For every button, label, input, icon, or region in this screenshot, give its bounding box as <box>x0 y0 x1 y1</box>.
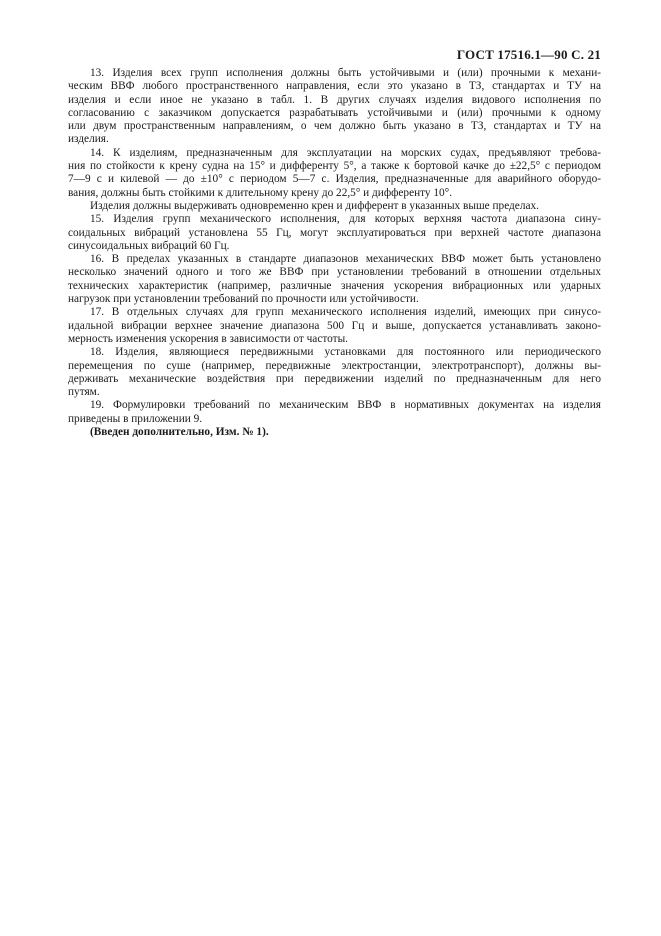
text-line: 13. Изделия всех групп исполнения должны быть устойчивыми и (или) прочными к механи- <box>90 67 601 79</box>
text-line: (Введен дополнительно, Изм. № 1). <box>90 426 269 439</box>
text-line: 18. Изделия, являющиеся передвижными установками для постоянного или периодического <box>90 346 601 359</box>
text-line: технических характеристик (например, различные значения ускорения вибрационных или ударных <box>68 279 601 292</box>
paragraph <box>68 200 601 213</box>
text-line: соидальных вибраций установлена 55 Гц, могут эксплуатироваться при верхней частоте диапазона <box>68 226 601 239</box>
paragraph <box>68 306 601 346</box>
text-line: держивать механические воздействия при передвижении изделий по предназначенным для него <box>68 372 601 385</box>
text-line: несколько значений одного и того же ВВФ при установлении требований в отношении отдельных <box>68 266 601 279</box>
text-line: ческим ВВФ любого пространственного направления, если это указано в ТЗ, стандартах и ТУ на <box>68 80 601 93</box>
text-line: Изделия должны выдерживать одновременно крен и дифферент в указанных выше пределах. <box>90 199 539 212</box>
paragraph <box>68 213 601 253</box>
text-line: 16. В пределах указанных в стандарте диапазонов механических ВВФ может быть установлено <box>90 253 601 266</box>
text-line: ния по стойкости к крену судна на 15° и дифференту 5°, а также к бортовой качке до ±22,5° с периодом <box>68 160 601 173</box>
text-line: согласованию с заказчиком допускается разрабатывать устойчивыми и (или) прочными к одному <box>68 106 601 119</box>
text-line: изделия и если иное не указано в табл. 1. В других случаях изделия видового исполнения по <box>68 93 601 106</box>
text-line: 15. Изделия групп механического исполнения, для которых верхняя частота диапазона сину- <box>90 213 601 226</box>
text-line: или двум пространственным направлениям, о чем должно быть указано в ТЗ, стандартах и ТУ на <box>68 120 601 133</box>
paragraph <box>68 426 601 439</box>
text-line: перемещения по суше (например, передвижные электростанции, электротранспорт), должны вы- <box>68 359 601 372</box>
text-line: идальной вибрации верхнее значение диапазона 500 Гц и выше, допускается устанавливать законо- <box>68 319 601 332</box>
text-line: приведены в приложении 9. <box>68 412 203 425</box>
text-line: 14. К изделиям, предназначенным для эксплуатации на морских судах, предъявляют требова- <box>90 146 601 159</box>
text-line: путям. <box>68 386 100 399</box>
text-line: 19. Формулировки требований по механическим ВВФ в нормативных документах на изделия <box>90 399 601 412</box>
document-body <box>68 67 601 439</box>
paragraph <box>68 253 601 306</box>
text-line: изделия. <box>68 133 109 146</box>
text-line: 17. В отдельных случаях для групп механического исполнения изделий, имеющих при синусо- <box>90 306 601 319</box>
text-line: мерность изменения ускорения в зависимости от частоты. <box>68 332 348 345</box>
text-line: вания, должны быть стойкими к длительному крену до 22,5° и дифференту 10°. <box>68 186 453 199</box>
paragraph <box>68 346 601 399</box>
text-line: синусоидальных вибраций 60 Гц. <box>68 239 230 252</box>
page-header: ГОСТ 17516.1—90 С. 21 <box>456 47 601 62</box>
paragraph <box>68 147 601 200</box>
paragraph <box>68 67 601 147</box>
text-line: 7—9 с и килевой — до ±10° с периодом 5—7 с. Изделия, предназначенные для аварийного оборудо- <box>68 173 601 186</box>
text-line: нагрузок при установлении требований по прочности или устойчивости. <box>68 293 419 306</box>
paragraph <box>68 399 601 426</box>
